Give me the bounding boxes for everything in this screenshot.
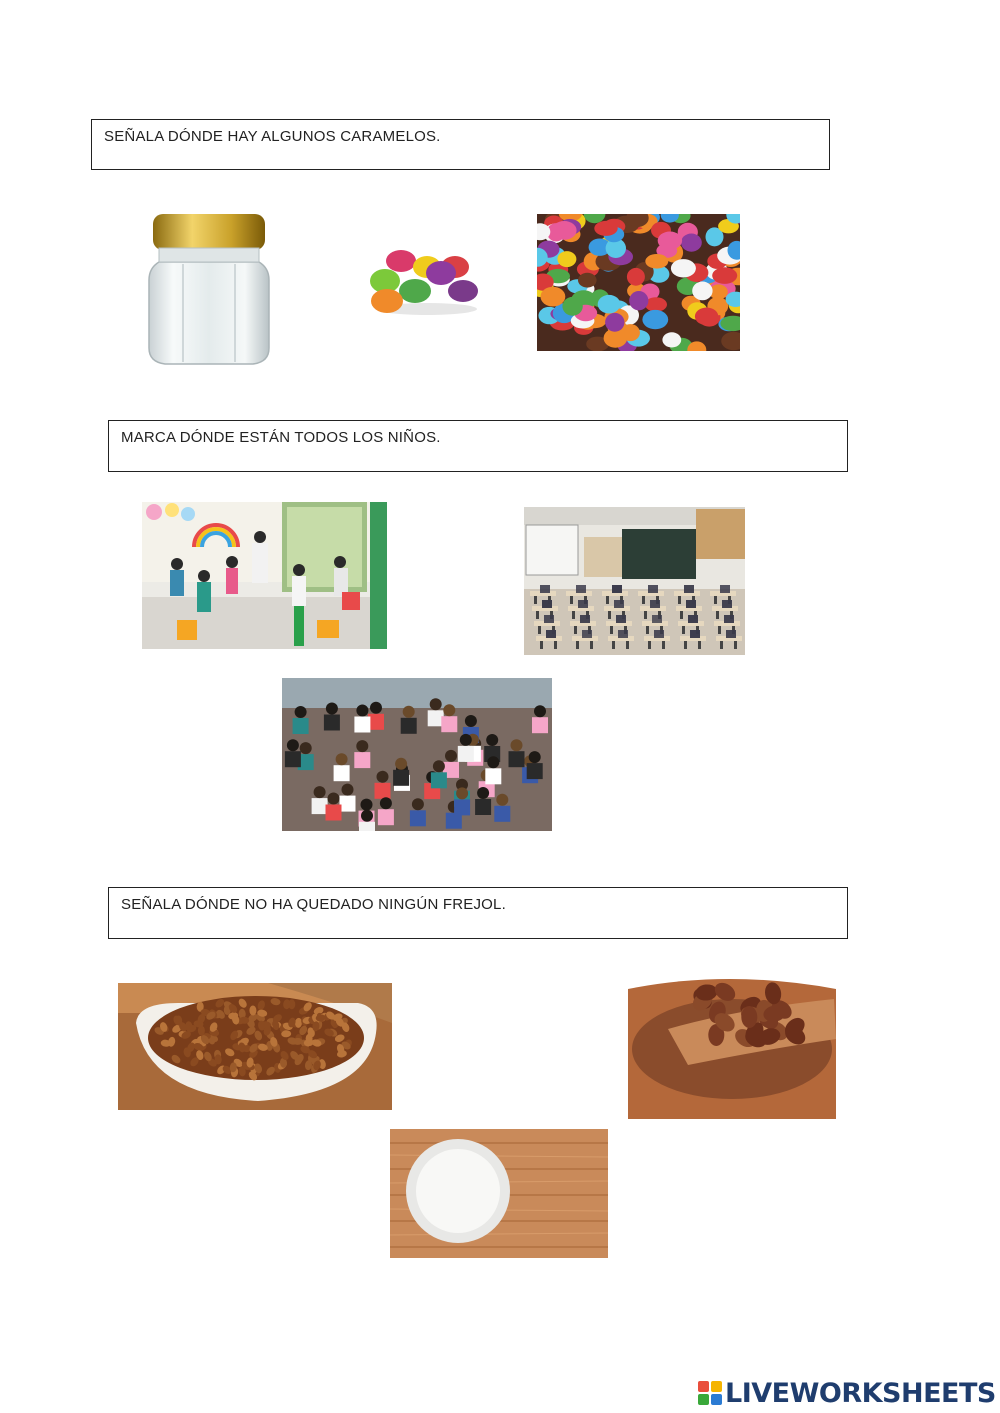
empty-jar-image[interactable] [145, 210, 273, 368]
empty-classroom-image[interactable] [524, 507, 745, 655]
logo-text: LIVEWORKSHEETS [725, 1377, 996, 1409]
few-candies-image[interactable] [365, 243, 483, 319]
bowl-full-of-beans-image[interactable] [118, 983, 392, 1110]
question-3-box [108, 887, 848, 939]
many-candies-image[interactable] [537, 214, 740, 351]
question-1-box [91, 119, 830, 170]
logo-mark-icon [698, 1381, 722, 1405]
question-1-text: SEÑALA DÓNDE HAY ALGUNOS CARAMELOS. [104, 128, 441, 145]
spoon-of-beans-image[interactable] [628, 969, 836, 1119]
question-3-text: SEÑALA DÓNDE NO HA QUEDADO NINGÚN FREJOL. [121, 896, 506, 913]
question-2-text: MARCA DÓNDE ESTÁN TODOS LOS NIÑOS. [121, 429, 441, 446]
group-of-children-image[interactable] [282, 678, 552, 831]
liveworksheets-logo [698, 1376, 996, 1410]
children-in-classroom-image[interactable] [142, 502, 387, 649]
question-2-box [108, 420, 848, 472]
empty-plate-image[interactable] [390, 1129, 608, 1258]
